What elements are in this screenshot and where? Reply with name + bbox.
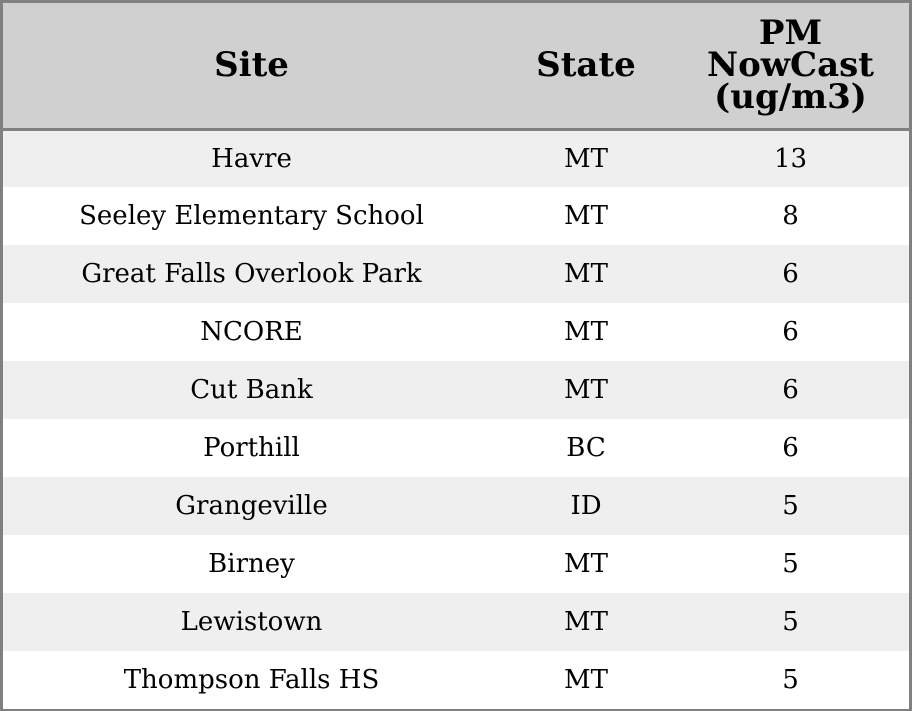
header-site: Site [3,3,500,129]
state-cell: MT [564,665,608,695]
table-row [3,187,909,245]
table-header [3,3,909,129]
site-cell: Havre [211,143,292,174]
state-cell: MT [564,317,608,347]
site-cell: Cut Bank [190,375,313,405]
table-row [3,129,909,187]
pm-value-cell: 13 [773,143,808,174]
state-cell: BC [566,433,606,463]
pm-value-cell: 5 [782,491,799,521]
state-cell: MT [564,607,608,637]
table-row [3,419,909,477]
pm-value-cell: 6 [782,375,799,405]
table-row [3,303,909,361]
site-cell: Thompson Falls HS [123,665,380,695]
header-pm-nowcast [672,3,909,129]
site-cell: Seeley Elementary School [79,201,424,231]
header-state: State [500,3,672,129]
pm-nowcast-table [3,3,909,709]
pm-value-cell: 5 [782,665,799,695]
table-row [3,245,909,303]
header-row [3,3,909,129]
site-cell: Birney [208,549,295,579]
table-row [3,535,909,593]
header-pm-line-3: (ug/m3) [714,77,867,118]
table-row [3,477,909,535]
site-cell: Great Falls Overlook Park [81,259,422,289]
header-pm-line-2: NowCast [707,45,874,86]
state-cell: MT [564,375,608,405]
state-cell: MT [564,259,608,289]
pm-value-cell: 5 [782,549,799,579]
state-cell: MT [564,549,608,579]
pm-value-cell: 6 [782,317,799,347]
pm-value-cell: 6 [782,259,799,289]
pm-value-cell: 6 [782,433,799,463]
table-row [3,593,909,651]
site-cell: Porthill [203,433,300,463]
site-cell: NCORE [200,317,303,347]
table-body [3,129,909,709]
table-row [3,651,909,709]
pm-value-cell: 8 [782,201,799,231]
table-row [3,361,909,419]
site-cell: Grangeville [175,491,328,521]
header-pm-line-1: PM [758,13,823,54]
state-cell: ID [570,491,602,521]
state-cell: MT [564,201,608,231]
pm-value-cell: 5 [782,607,799,637]
site-cell: Lewistown [180,607,323,637]
state-cell: MT [564,143,608,174]
